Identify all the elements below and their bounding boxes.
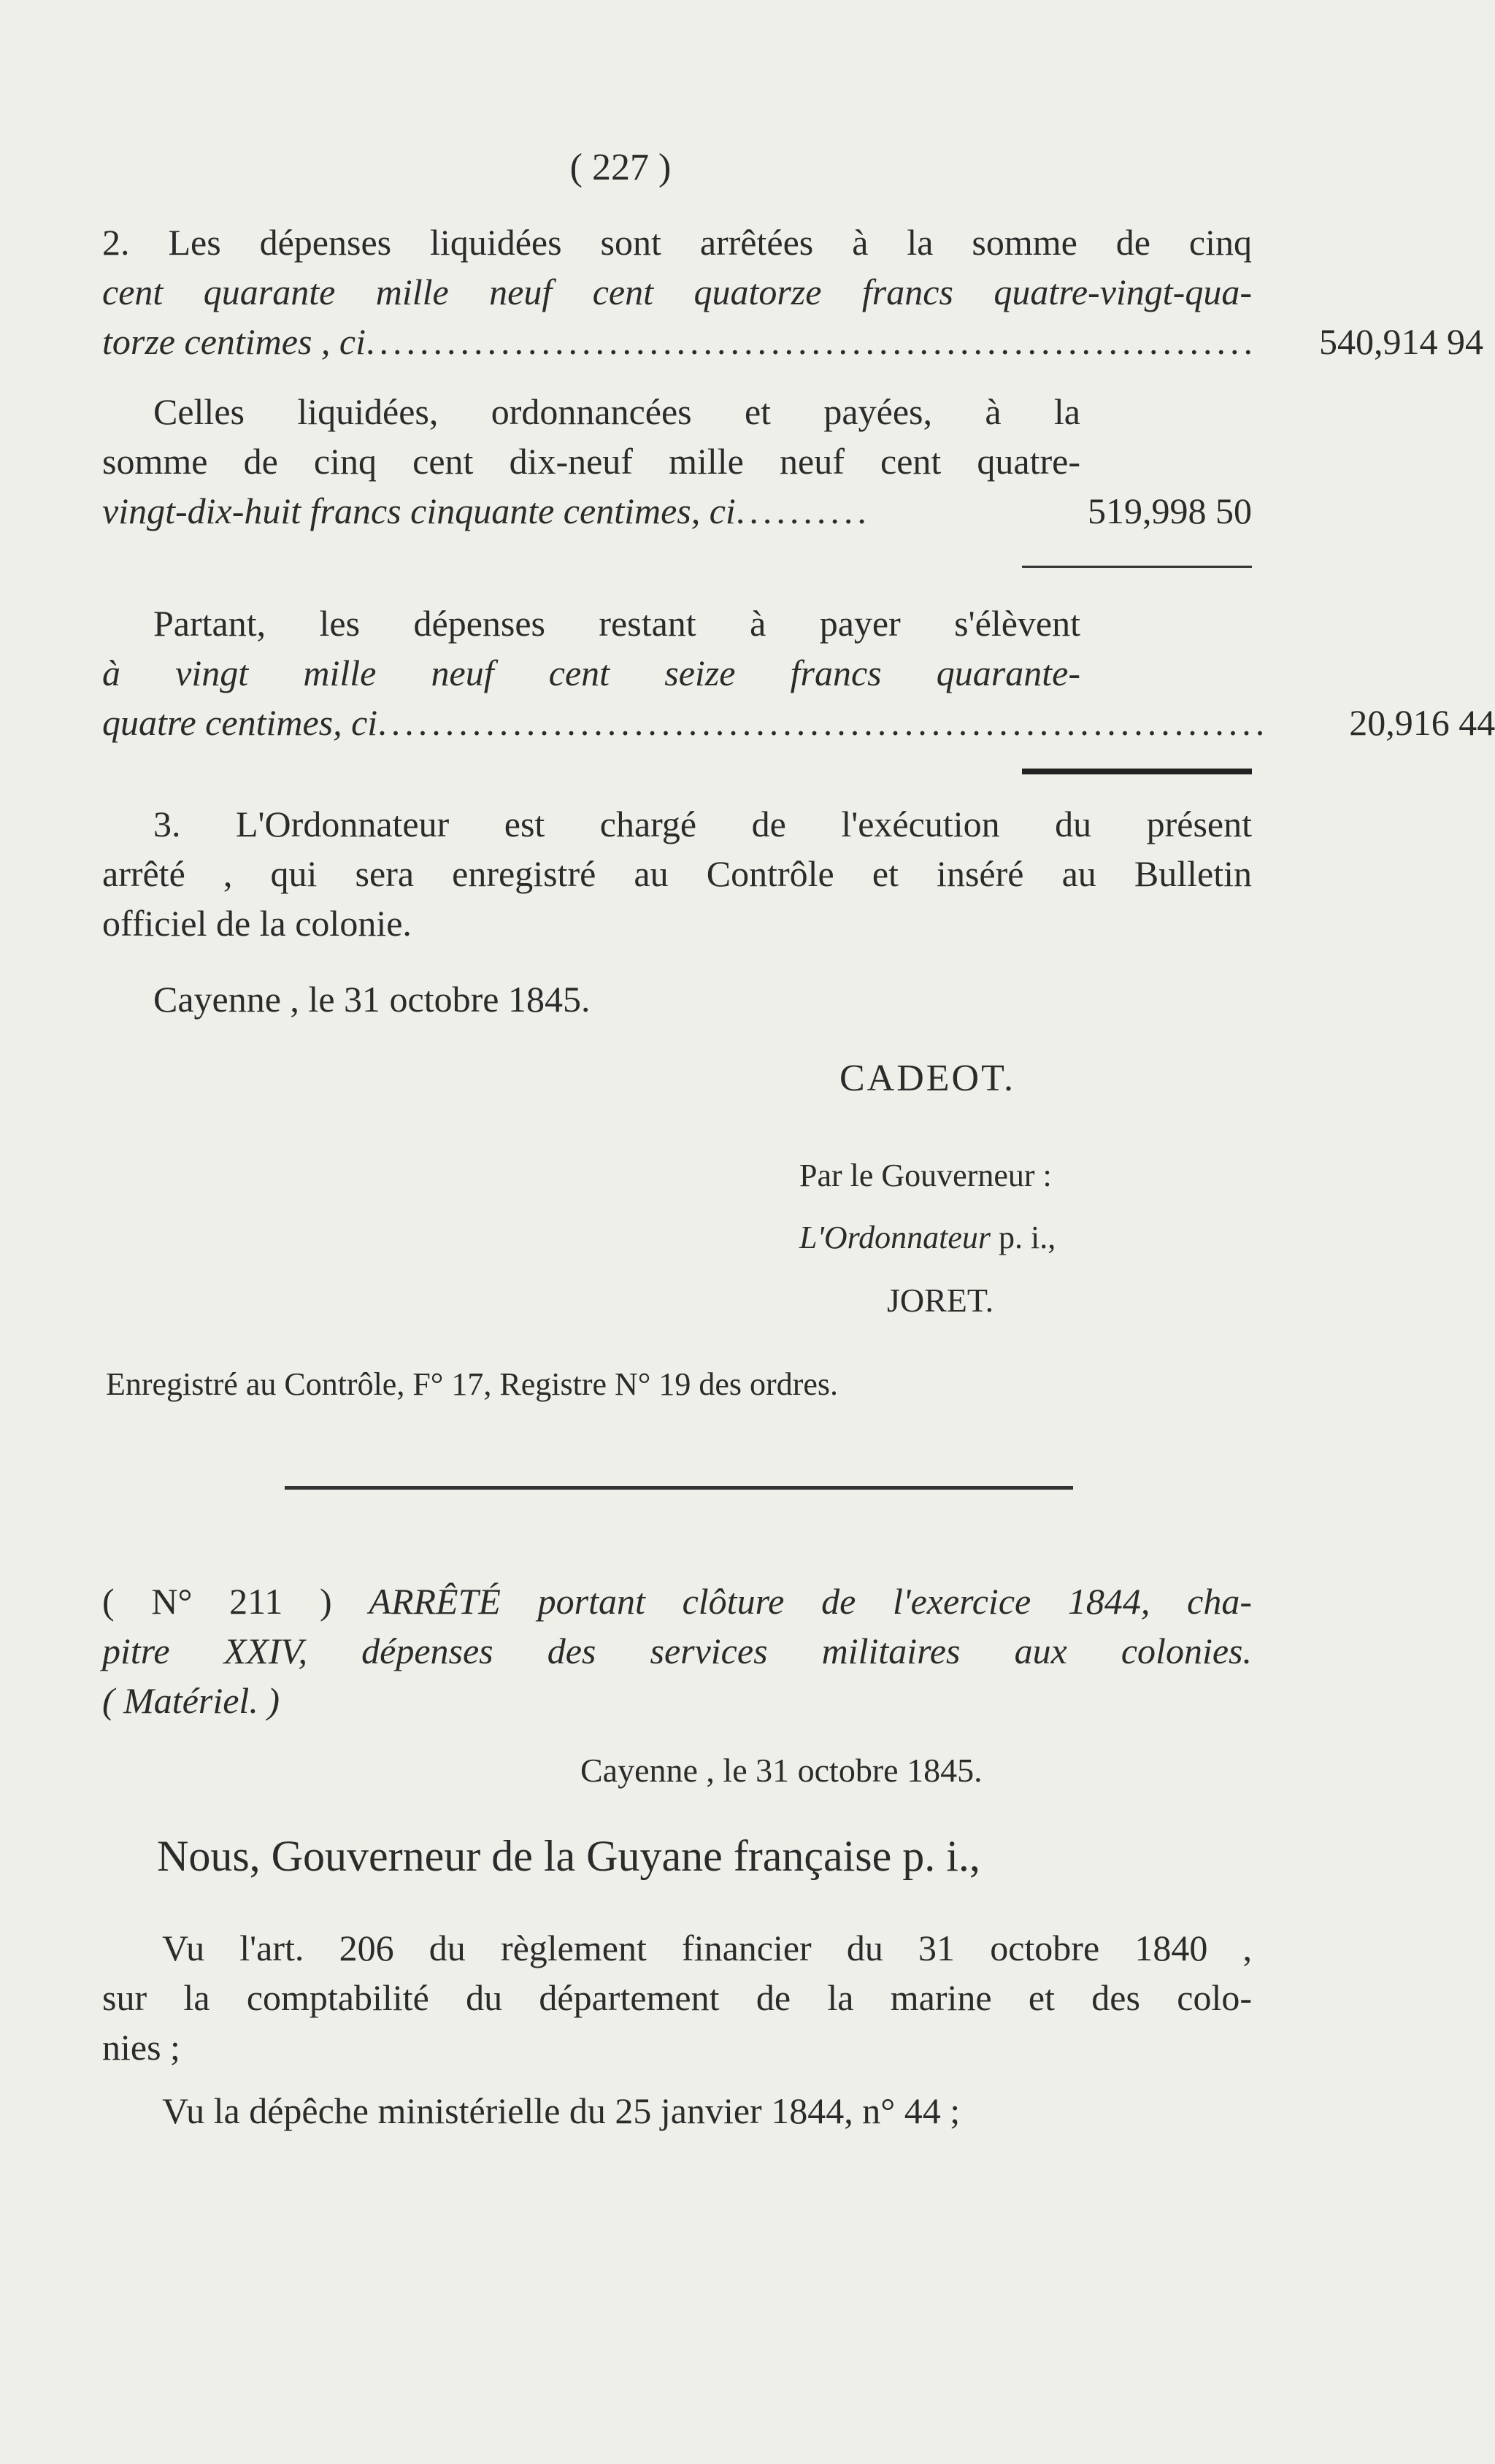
decree-heading xyxy=(102,1576,1252,1725)
sum-rule xyxy=(1022,566,1252,568)
article-2-line-2: cent quarante mille neuf cent quatorze francs quatre-vingt-qua- xyxy=(102,272,1252,312)
article-2-line-3: torze centimes , ci xyxy=(102,321,366,362)
liquidated-amount: 540,914 94 xyxy=(1319,321,1484,362)
remaining-line-2: à vingt mille neuf cent seize francs quarante- xyxy=(102,652,1080,693)
paid-amount-line xyxy=(102,486,1252,536)
section-divider xyxy=(285,1486,1073,1490)
countersign-title: L'Ordonnateur xyxy=(799,1220,991,1255)
remaining-amount: 20,916 44 xyxy=(1349,702,1495,743)
countersign-line-2 xyxy=(799,1219,1056,1256)
countersign-suffix: p. i., xyxy=(991,1220,1056,1255)
decree-place-date: Cayenne , le 31 octobre 1845. xyxy=(580,1752,983,1789)
article-3-line-1: 3. L'Ordonnateur est chargé de l'exécution du présent xyxy=(153,804,1252,844)
article-2-line-1: 2. Les dépenses liquidées sont arrêtées à la somme de cinq xyxy=(102,222,1252,263)
remaining-line-3: quatre centimes, ci xyxy=(102,702,378,743)
decree-heading-line-1 xyxy=(102,1576,1252,1626)
dot-leader: .......... xyxy=(735,490,871,531)
countersign-line-1: Par le Gouverneur : xyxy=(799,1158,1052,1193)
article-2-paragraph xyxy=(102,217,1484,366)
vu-1-line-1: Vu l'art. 206 du règlement financier du 31 octobre 1840 , xyxy=(162,1928,1252,1968)
decree-title-1: ARRÊTÉ portant clôture de l'exercice 1844, cha- xyxy=(369,1581,1252,1622)
page-number: ( 227 ) xyxy=(569,147,672,188)
decree-number: ( N° 211 ) xyxy=(102,1581,332,1622)
remaining-amount-line xyxy=(102,698,1495,747)
signature-ordonnateur: JORET. xyxy=(887,1282,994,1319)
paid-amount: 519,998 50 xyxy=(1088,490,1252,531)
dot-leader: .................................................................. xyxy=(377,702,1269,743)
registration-note: Enregistré au Contrôle, F° 17, Registre N° 19 des ordres. xyxy=(106,1366,838,1402)
paid-line-1: Celles liquidées, ordonnancées et payées, à la xyxy=(153,391,1080,432)
article-2-amount-line xyxy=(102,317,1484,366)
decree-title-3: ( Matériel. ) xyxy=(102,1680,280,1721)
vu-1-line-3: nies ; xyxy=(102,2027,180,2068)
signature-governor: CADEOT. xyxy=(839,1058,1016,1099)
article-3-paragraph xyxy=(102,799,1252,948)
place-date-1: Cayenne , le 31 octobre 1845. xyxy=(153,979,591,1020)
decree-authority: Nous, Gouverneur de la Guyane française p. i., xyxy=(157,1832,980,1880)
decree-title-2: pitre XXIV, dépenses des services militaires aux colonies. xyxy=(102,1631,1252,1671)
decree-vu-2: Vu la dépêche ministérielle du 25 janvier 1844, n° 44 ; xyxy=(162,2090,961,2131)
dot-leader: .................................................................. xyxy=(366,321,1258,362)
paid-line-2: somme de cinq cent dix-neuf mille neuf cent quatre- xyxy=(102,441,1080,482)
article-3-line-2: arrêté , qui sera enregistré au Contrôle et inséré au Bulletin xyxy=(102,853,1252,894)
remaining-paragraph xyxy=(102,598,1495,747)
paid-line-3: vingt-dix-huit francs cinquante centimes, ci xyxy=(102,490,736,531)
remaining-line-1: Partant, les dépenses restant à payer s'élèvent xyxy=(153,603,1080,644)
decree-vu-1 xyxy=(102,1923,1252,2072)
article-3-line-3: officiel de la colonie. xyxy=(102,903,412,944)
paid-paragraph xyxy=(102,387,1252,536)
total-rule xyxy=(1022,769,1252,774)
vu-1-line-2: sur la comptabilité du département de la marine et des colo- xyxy=(102,1977,1252,2018)
